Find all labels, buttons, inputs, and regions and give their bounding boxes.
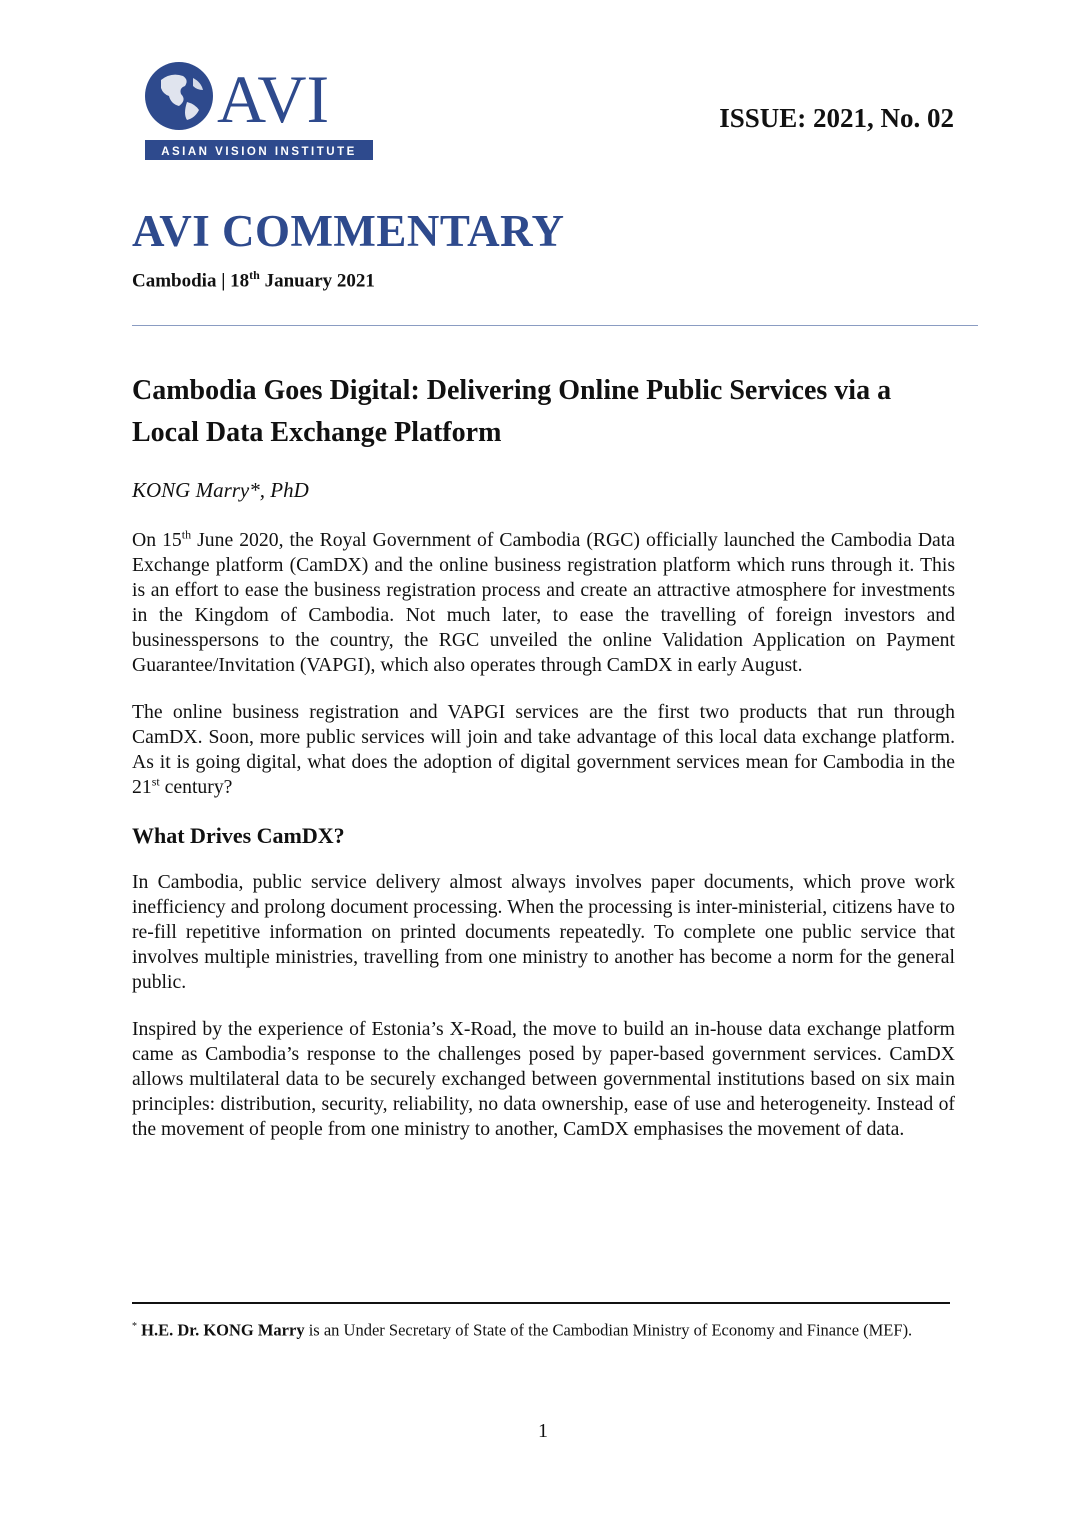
globe-logo-icon [143, 58, 375, 162]
logo-subtitle: ASIAN VISION INSTITUTE [161, 146, 357, 158]
page-number: 1 [538, 1420, 548, 1442]
avi-logo [143, 58, 375, 162]
footnote-divider [132, 1302, 950, 1304]
paragraph-2-start: The online business registration and VAPGI services are the first two products that run through CamDX. Soon, more public services will join and take advantage of this local data exchange platform. As it is going digital, what does the adoption of digital government services mean for Cambodia in the 21 [132, 701, 955, 798]
paragraph-2 [132, 700, 955, 800]
footnote-text: is an Under Secretary of State of the Cambodian Ministry of Economy and Finance (MEF). [304, 1320, 913, 1340]
article-author: KONG Marry*, PhD [132, 478, 309, 502]
paragraph-2-rest: century? [159, 776, 233, 798]
paragraph-1-sup: th [181, 527, 192, 542]
paragraph-1-rest: June 2020, the Royal Government of Cambodia (RGC) officially launched the Cambodia Data Exchange platform (CamDX) and the online business registration platform which runs through it. This is an effort to ease the business registration process and create an attractive atmosphere for investments in the Kingdom of Cambodia. Not much later, to ease the travelling of foreign investors and businesspersons to the country, the RGC unveiled the online Validation Application on Payment Guarantee/Invitation (VAPGI), which also operates through CamDX in early August. [132, 529, 955, 676]
issue-label: ISSUE: 2021, No. 02 [719, 103, 954, 133]
header-divider [132, 325, 978, 326]
section-heading: What Drives CamDX? [132, 823, 345, 848]
publication-title: AVI COMMENTARY [132, 206, 565, 256]
article-body [132, 528, 955, 1164]
footnote [132, 1316, 958, 1342]
dateline-country: Cambodia | 18 [132, 270, 250, 292]
dateline-date: January 2021 [259, 270, 375, 292]
dateline [132, 268, 375, 292]
dateline-sup: th [249, 268, 260, 282]
paragraph-1 [132, 528, 955, 678]
footnote-marker: * [132, 1321, 137, 1332]
logo-text: AVI [217, 61, 330, 137]
article-title: Cambodia Goes Digital: Delivering Online Public Services via a Local Data Exchange Platform [132, 375, 892, 448]
paragraph-1-start: On 15 [132, 529, 182, 551]
paragraph-4: Inspired by the experience of Estonia’s X-Road, the move to build an in-house data exchange platform came as Cambodia’s response to the challenges posed by paper-based government services. CamDX allows multilateral data to be securely exchanged between governmental institutions based on six main principles: distribution, security, reliability, no data ownership, ease of use and heterogeneity. Instead of the movement of people from one ministry to another, CamDX emphasises the movement of data. [132, 1018, 955, 1140]
paragraph-3: In Cambodia, public service delivery almost always involves paper documents, which prove work inefficiency and prolong document processing. When the processing is inter-ministerial, citizens have to re-fill repetitive information on printed documents repeatedly. To complete one public service that involves multiple ministries, travelling from one ministry to another has become a norm for the general public. [132, 871, 955, 993]
footnote-name: H.E. Dr. KONG Marry [141, 1320, 305, 1340]
paragraph-2-sup: st [151, 774, 160, 789]
